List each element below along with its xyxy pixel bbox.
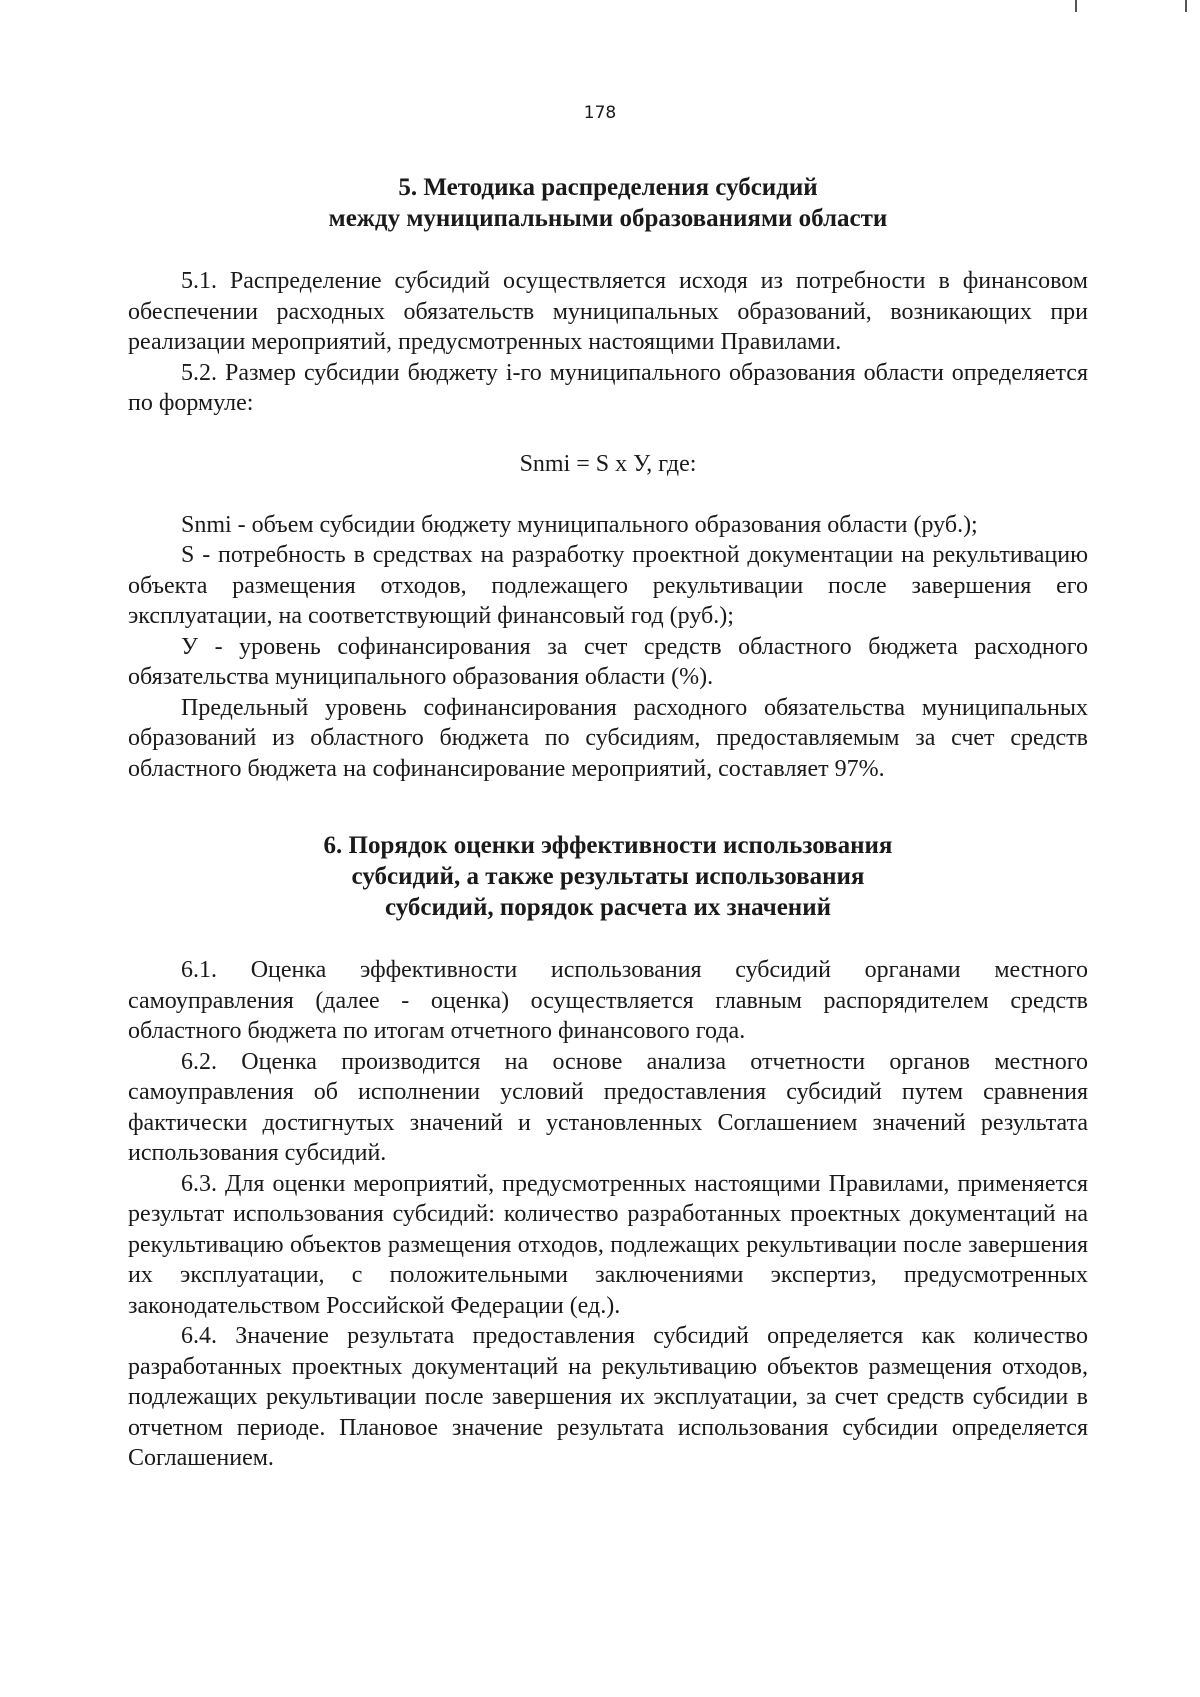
paragraph-5-1: 5.1. Распределение субсидий осуществляется исходя из потребности в финансовом обеспечении расходных обязательств муниципальных образований, возникающих при реализации мероприятий, предусмотренных настоящими Правилами. (128, 268, 1088, 355)
heading-line: между муниципальными образованиями области (328, 205, 888, 232)
heading-line: 6. Порядок оценки эффективности использования (323, 832, 893, 859)
section-5-heading (128, 172, 1088, 234)
paragraph-6-2: 6.2. Оценка производится на основе анализа отчетности органов местного самоуправления об исполнении условий предоставления субсидий путем сравнения фактически достигнутых значений и установленных Соглашением значений результата использования субсидий. (128, 1048, 1088, 1166)
section-6-heading (128, 830, 1088, 923)
paragraph-6-4: 6.4. Значение результата предоставления субсидий определяется как количество разработанных проектных документаций на рекультивацию объектов размещения отходов, подлежащих рекультивации после завершения их эксплуатации, за счет средств субсидии в отчетном периоде. Плановое значение результата использования субсидии определяется Соглашением. (128, 1323, 1088, 1471)
definition-u: У - уровень софинансирования за счет средств областного бюджета расходного обязательства муниципального образования области (%). (128, 633, 1088, 690)
paragraph-6-1: 6.1. Оценка эффективности использования субсидий органами местного самоуправления (далее - оценка) осуществляется главным распорядителем средств областного бюджета по итогам отчетного финансового года. (128, 957, 1088, 1044)
heading-line: субсидий, а также результаты использования (351, 863, 865, 890)
paragraph-5-2: 5.2. Размер субсидии бюджету i-го муниципального образования области определяется по формуле: (128, 359, 1088, 416)
formula: Snmi = S x У, где: (519, 450, 697, 477)
page-number: 178 (583, 103, 617, 123)
paragraph-6-3: 6.3. Для оценки мероприятий, предусмотренных настоящими Правилами, применяется результат использования субсидий: количество разработанных проектных документаций на рекультивацию объектов размещения отходов, подлежащих рекультивации после завершения их эксплуатации, с положительными заключениями экспертиз, предусмотренных законодательством Российской Федерации (ед.). (128, 1170, 1088, 1319)
definition-s: S - потребность в средствах на разработку проектной документации на рекультивацию объекта размещения отходов, подлежащего рекультивации после завершения его эксплуатации, на соответствующий финансовый год (руб.); (128, 542, 1088, 629)
scan-artifact (1075, 0, 1077, 12)
document-body (128, 172, 1088, 1474)
heading-line: 5. Методика распределения субсидий (398, 174, 818, 201)
scan-artifact (1185, 0, 1187, 12)
paragraph-cofinancing-limit: Предельный уровень софинансирования расходного обязательства муниципальных образований из областного бюджета по субсидиям, предоставляемым за счет средств областного бюджета на софинансирование мероприятий, составляет 97%. (128, 694, 1088, 782)
heading-line: субсидий, порядок расчета их значений (384, 894, 832, 921)
definition-snmi: Snmi - объем субсидии бюджету муниципального образования области (руб.); (181, 511, 978, 538)
